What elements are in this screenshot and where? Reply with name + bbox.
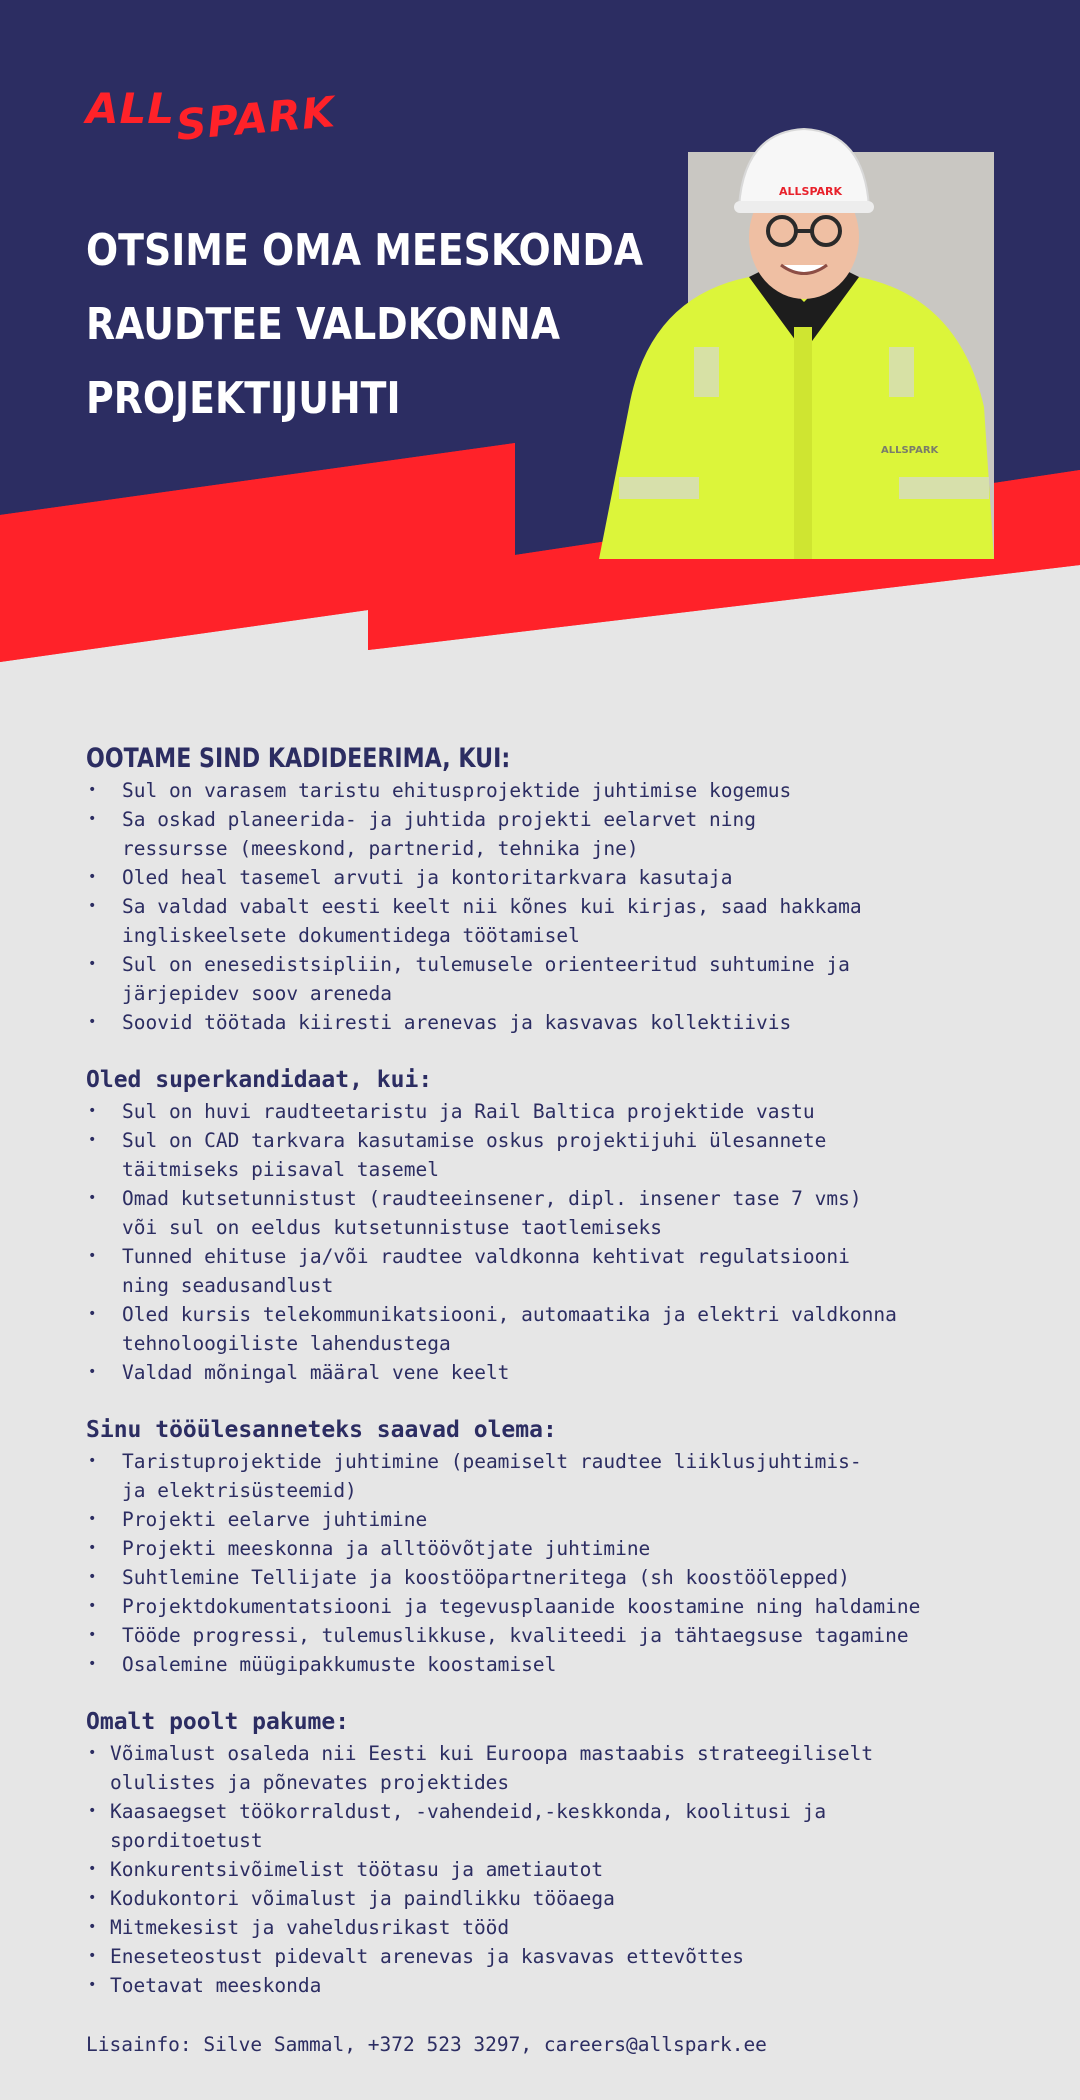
- list-item: • Projekti meeskonna ja alltöövõtjate juhtimine: [86, 1534, 1036, 1563]
- list-item: • Konkurentsivõimelist töötasu ja ametiautot: [86, 1855, 1036, 1884]
- list-item: • Oled heal tasemel arvuti ja kontoritarkvara kasutaja: [86, 863, 1036, 892]
- list-item: • Sa oskad planeerida- ja juhtida projekti eelarvet ning ressursse (meeskond, partnerid, tehnika jne): [86, 805, 1036, 863]
- list-item: • Soovid töötada kiiresti arenevas ja kasvavas kollektiivis: [86, 1008, 1036, 1037]
- list-item: • Eneseteostust pidevalt arenevas ja kasvavas ettevõttes: [86, 1942, 1036, 1971]
- list-item: • Võimalust osaleda nii Eesti kui Euroopa mastaabis strateegiliselt olulistes ja põnevates projektides: [86, 1739, 1036, 1797]
- list-item: • Sul on enesedistsipliin, tulemusele orienteeritud suhtumine ja järjepidev soov areneda: [86, 950, 1036, 1008]
- list-item: • Sul on varasem taristu ehitusprojektide juhtimise kogemus: [86, 776, 1036, 805]
- superkandidaat-section: [86, 1063, 1036, 1387]
- allspark-logo: ALLSPARK: [86, 84, 338, 150]
- list-item: • Toetavat meeskonda: [86, 1971, 1036, 2000]
- list-item: • Mitmekesist ja vaheldusrikast tööd: [86, 1913, 1036, 1942]
- section-title: Sinu tööülesanneteks saavad olema:: [86, 1417, 557, 1443]
- job-description: [86, 742, 1036, 2059]
- list-item: • Omad kutsetunnistust (raudteeinsener, dipl. insener tase 7 vms) või sul on eeldus kutsetunnistuse taotlemiseks: [86, 1184, 1036, 1242]
- headline: [86, 214, 646, 436]
- section-title: Omalt poolt pakume:: [86, 1709, 350, 1735]
- tasks-section: [86, 1413, 1036, 1679]
- headline-line-1: OTSIME OMA MEESKONDA: [86, 225, 644, 276]
- list-item: • Osalemine müügipakkumuste koostamisel: [86, 1650, 1036, 1679]
- tasks-list: [86, 1447, 1036, 1679]
- headline-line-3: PROJEKTIJUHTI: [86, 373, 401, 424]
- list-item: • Sul on CAD tarkvara kasutamise oskus projektijuhi ülesannete täitmiseks piisaval tasemel: [86, 1126, 1036, 1184]
- list-item: • Oled kursis telekommunikatsiooni, automaatika ja elektri valdkonna tehnoloogiliste lahendustega: [86, 1300, 1036, 1358]
- list-item: • Sul on huvi raudteetaristu ja Rail Baltica projektide vastu: [86, 1097, 1036, 1126]
- requirements-list: [86, 776, 1036, 1037]
- section-title: Oled superkandidaat, kui:: [86, 1067, 433, 1093]
- svg-text:ALLSPARK: ALLSPARK: [881, 445, 939, 456]
- list-item: • Kodukontori võimalust ja paindlikku tööaega: [86, 1884, 1036, 1913]
- list-item: • Kaasaegset töökorraldust, -vahendeid,-keskkonda, koolitusi ja sporditoetust: [86, 1797, 1036, 1855]
- list-item: • Suhtlemine Tellijate ja koostööpartneritega (sh koostöölepped): [86, 1563, 1036, 1592]
- project-manager-photo: [599, 127, 994, 559]
- list-item: • Projektdokumentatsiooni ja tegevusplaanide koostamine ning haldamine: [86, 1592, 1036, 1621]
- list-item: • Taristuprojektide juhtimine (peamiselt raudtee liiklusjuhtimis- ja elektrisüsteemid): [86, 1447, 1036, 1505]
- requirements-section: [86, 742, 1036, 1037]
- svg-text:ALLSPARK: ALLSPARK: [779, 185, 843, 198]
- offer-list: [86, 1739, 1036, 2000]
- list-item: • Sa valdad vabalt eesti keelt nii kõnes kui kirjas, saad hakkama ingliskeelsete dokumentidega töötamisel: [86, 892, 1036, 950]
- list-item: • Valdad mõningal määral vene keelt: [86, 1358, 1036, 1387]
- bonus-list: [86, 1097, 1036, 1387]
- list-item: • Tööde progressi, tulemuslikkuse, kvaliteedi ja tähtaegsuse tagamine: [86, 1621, 1036, 1650]
- section-title: OOTAME SIND KADIDEERIMA, KUI:: [86, 743, 511, 774]
- list-item: • Tunned ehituse ja/või raudtee valdkonna kehtivat regulatsiooni ning seadusandlust: [86, 1242, 1036, 1300]
- contact-info: Lisainfo: Silve Sammal, +372 523 3297, careers@allspark.ee: [86, 2033, 767, 2056]
- list-item: • Projekti eelarve juhtimine: [86, 1505, 1036, 1534]
- headline-line-2: RAUDTEE VALDKONNA: [86, 299, 561, 350]
- offer-section: [86, 1705, 1036, 2000]
